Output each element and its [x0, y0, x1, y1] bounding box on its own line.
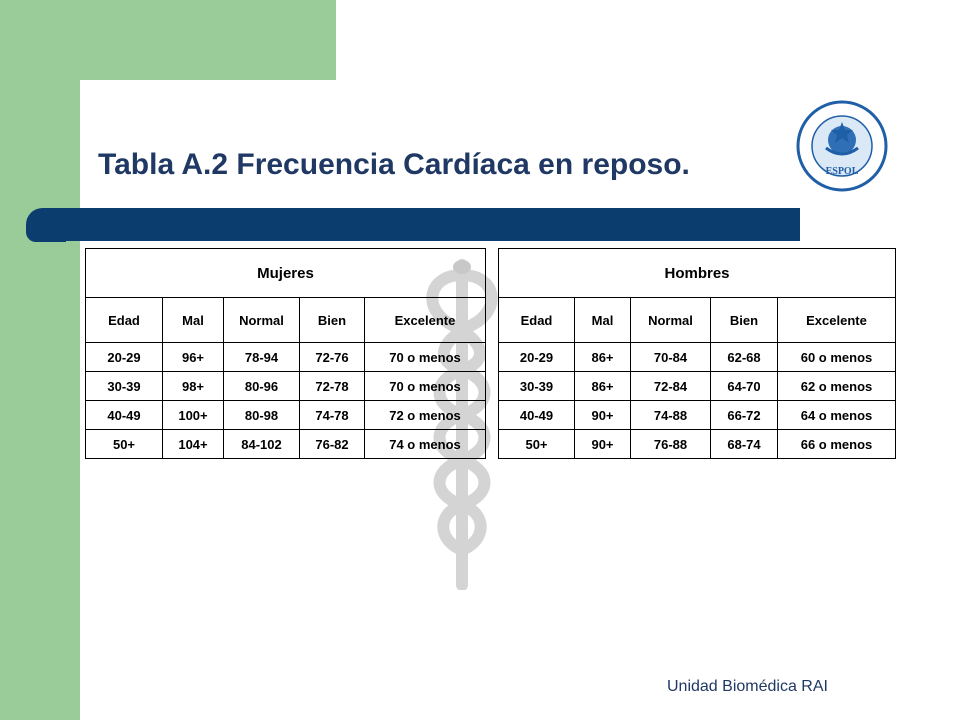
table-cell: 68-74 — [711, 430, 778, 459]
table-row — [86, 401, 486, 430]
table-row — [499, 401, 896, 430]
column-header: Mal — [163, 298, 224, 343]
column-header: Edad — [499, 298, 575, 343]
green-sidebar — [0, 0, 80, 720]
table-cell: 74 o menos — [365, 430, 486, 459]
table-cell: 40-49 — [499, 401, 575, 430]
table-cell: 76-82 — [300, 430, 365, 459]
table-cell: 76-88 — [631, 430, 711, 459]
table-cell: 20-29 — [86, 343, 163, 372]
column-header: Normal — [631, 298, 711, 343]
table-cell: 62 o menos — [778, 372, 896, 401]
footer-text: Unidad Biomédica RAI — [667, 678, 828, 695]
table-cell: 104+ — [163, 430, 224, 459]
women-heart-rate-table — [85, 248, 486, 459]
column-header: Bien — [300, 298, 365, 343]
table-cell: 50+ — [499, 430, 575, 459]
table-cell: 72-76 — [300, 343, 365, 372]
column-header: Bien — [711, 298, 778, 343]
table-cell: 74-88 — [631, 401, 711, 430]
table-column-header-row — [499, 298, 896, 343]
table-cell: 50+ — [86, 430, 163, 459]
table-cell: 98+ — [163, 372, 224, 401]
column-header: Excelente — [778, 298, 896, 343]
group-header-men: Hombres — [499, 249, 896, 298]
group-header-women: Mujeres — [86, 249, 486, 298]
table-cell: 72-84 — [631, 372, 711, 401]
table-row — [499, 372, 896, 401]
table-cell: 90+ — [575, 401, 631, 430]
table-row — [499, 343, 896, 372]
table-cell: 84-102 — [224, 430, 300, 459]
column-header: Normal — [224, 298, 300, 343]
title-bar-tail — [26, 224, 66, 242]
table-cell: 64-70 — [711, 372, 778, 401]
column-header: Mal — [575, 298, 631, 343]
table-cell: 90+ — [575, 430, 631, 459]
table-cell: 70 o menos — [365, 343, 486, 372]
table-cell: 64 o menos — [778, 401, 896, 430]
table-cell: 100+ — [163, 401, 224, 430]
green-top-band — [80, 0, 336, 80]
table-cell: 96+ — [163, 343, 224, 372]
table-row — [86, 430, 486, 459]
table-cell: 72 o menos — [365, 401, 486, 430]
title-underline-bar — [26, 208, 800, 241]
table-cell: 40-49 — [86, 401, 163, 430]
table-cell: 20-29 — [499, 343, 575, 372]
table-cell: 78-94 — [224, 343, 300, 372]
table-column-header-row — [86, 298, 486, 343]
table-group-header-row — [86, 249, 486, 298]
table-cell: 30-39 — [499, 372, 575, 401]
table-row — [86, 343, 486, 372]
table-cell: 72-78 — [300, 372, 365, 401]
table-row — [86, 372, 486, 401]
rounded-corner — [80, 80, 200, 200]
column-header: Excelente — [365, 298, 486, 343]
table-cell: 80-98 — [224, 401, 300, 430]
logo-wordmark: ESPOL — [825, 166, 859, 177]
table-group-header-row — [499, 249, 896, 298]
table-cell: 70 o menos — [365, 372, 486, 401]
table-cell: 66-72 — [711, 401, 778, 430]
men-heart-rate-table — [498, 248, 896, 459]
table-row — [499, 430, 896, 459]
column-header: Edad — [86, 298, 163, 343]
table-cell: 80-96 — [224, 372, 300, 401]
table-cell: 86+ — [575, 343, 631, 372]
table-cell: 30-39 — [86, 372, 163, 401]
table-cell: 60 o menos — [778, 343, 896, 372]
espol-logo-icon — [796, 100, 888, 192]
table-cell: 70-84 — [631, 343, 711, 372]
slide-title: Tabla A.2 Frecuencia Cardíaca en reposo. — [98, 148, 690, 181]
table-cell: 86+ — [575, 372, 631, 401]
table-cell: 74-78 — [300, 401, 365, 430]
table-cell: 62-68 — [711, 343, 778, 372]
table-cell: 66 o menos — [778, 430, 896, 459]
